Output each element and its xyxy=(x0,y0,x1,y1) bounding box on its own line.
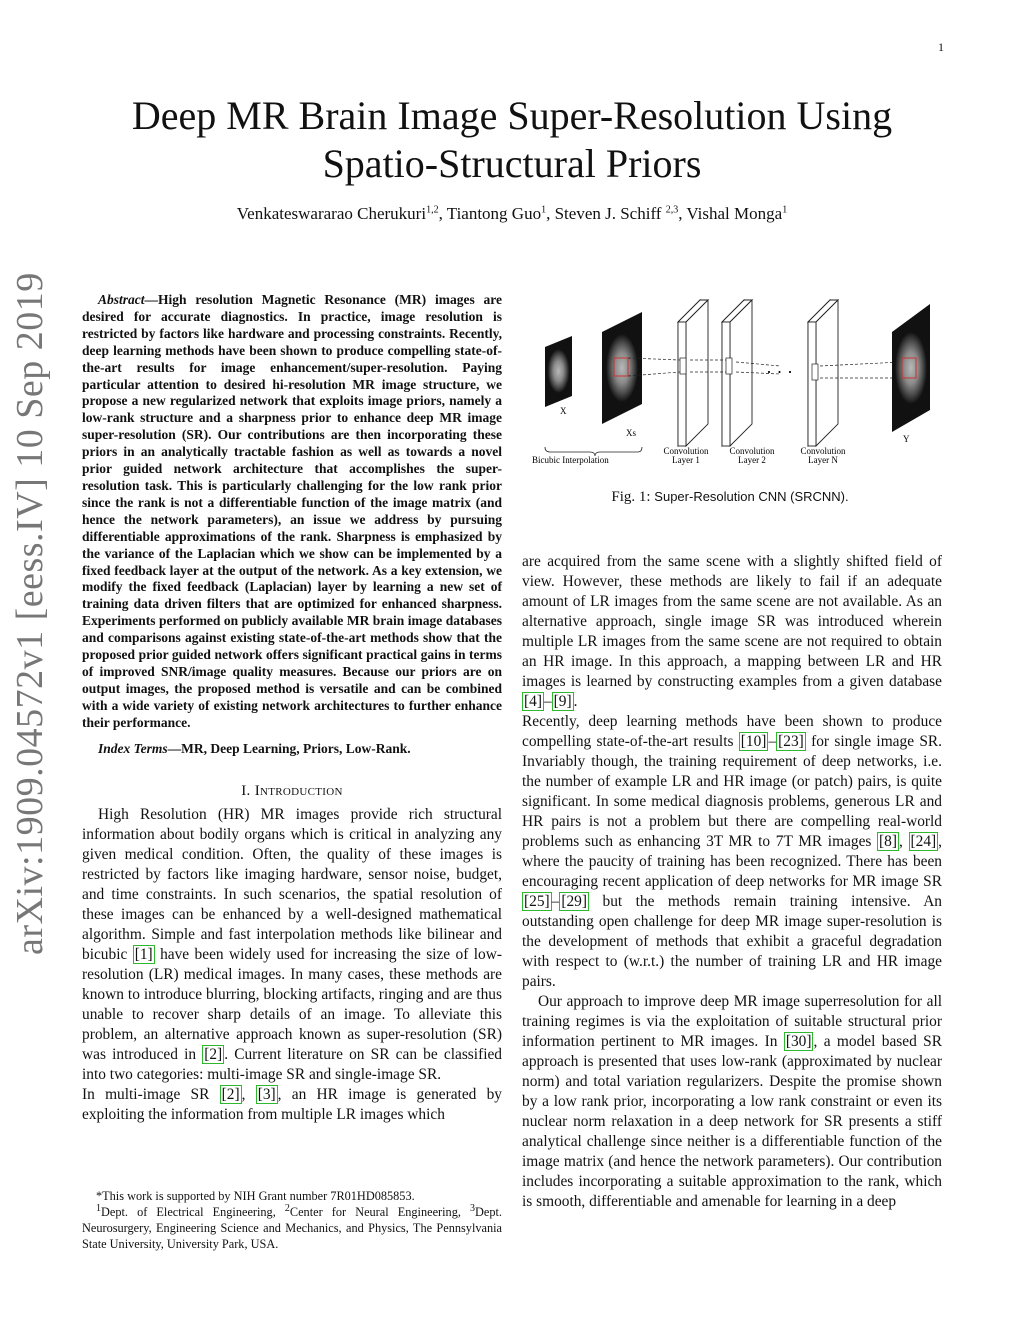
interpolated-image xyxy=(602,312,642,424)
index-terms xyxy=(82,740,502,757)
footnote-affiliations xyxy=(82,1204,502,1252)
footnotes xyxy=(82,1188,502,1252)
affil-marker: 2 xyxy=(284,1202,290,1214)
citation-link[interactable]: [24] xyxy=(910,833,937,850)
label-x: X xyxy=(560,406,567,416)
citation-link[interactable]: [10] xyxy=(740,733,767,750)
citation-link[interactable]: [23] xyxy=(778,733,804,750)
affil-marker: 3 xyxy=(470,1202,476,1214)
text-run: – xyxy=(768,733,777,750)
citation-link[interactable]: [8] xyxy=(879,833,897,850)
index-terms-text: —MR, Deep Learning, Priors, Low-Rank. xyxy=(167,740,411,756)
citation-link[interactable]: [1] xyxy=(134,945,153,963)
affil-marker: 1 xyxy=(96,1202,101,1214)
intro-paragraph-1 xyxy=(82,805,502,1085)
text-run: , xyxy=(899,833,909,850)
right-column xyxy=(522,552,942,1212)
citation-link[interactable]: [2] xyxy=(221,1085,240,1103)
text-run: , where the paucity of training has been recognized. There has been encouraging recent application of deep networks for MR image SR xyxy=(522,833,943,890)
label-xs: Xs xyxy=(626,428,637,438)
citation-link[interactable]: [9] xyxy=(553,693,572,710)
caption-prefix: Fig. 1: xyxy=(611,489,651,505)
section-title: Introduction xyxy=(254,782,343,799)
affil-text: Dept. of Electrical Engineering, xyxy=(101,1205,285,1219)
receptive-field-connectors xyxy=(628,358,902,378)
author-1-affil: 1,2 xyxy=(426,204,439,216)
left-column xyxy=(82,292,502,1125)
intro-paragraph-2 xyxy=(82,1085,502,1125)
text-run: – xyxy=(551,893,560,910)
conv1-label-a: Convolution xyxy=(663,446,709,456)
srcnn-figure xyxy=(530,292,950,482)
right-paragraph-1 xyxy=(522,552,942,712)
text-run: In multi-image SR xyxy=(82,1085,220,1103)
conv1-label-b: Layer 1 xyxy=(672,455,700,465)
text-run: have been widely used for increasing the size of low-resolution (LR) medical images. In many cases, these methods are known to introduce blurring, blocking artifacts, ringing and are thus unable to recover sharp details of an image. To alleviate this problem, an alternative approach known as super-resolution (SR) was introduced in xyxy=(82,945,502,1063)
right-paragraph-2 xyxy=(522,712,942,992)
abstract xyxy=(82,292,502,732)
author-2: Tiantong Guo xyxy=(446,204,542,223)
convn-label-a: Convolution xyxy=(800,446,846,456)
section-heading xyxy=(82,781,502,801)
lr-input-image xyxy=(545,336,572,407)
citation-link[interactable]: [3] xyxy=(257,1085,276,1103)
text-run: – xyxy=(543,693,552,710)
author-list: Venkateswararao Cherukuri$^{1,2}$, Tiantong Guo$^1$, Steven J. Schiff $^{2,3}$, Vishal Monga$^1$ xyxy=(236,204,788,223)
paper-title xyxy=(0,92,1024,188)
author-3: Steven J. Schiff xyxy=(554,204,662,223)
citation-link[interactable]: [29] xyxy=(561,893,588,910)
arxiv-stamp[interactable]: arXiv:1909.04572v1 [eess.IV] 10 Sep 2019 xyxy=(9,272,51,955)
abstract-lead: Abstract xyxy=(98,292,145,307)
text-run: Our approach to improve deep MR image superresolution for all training regimes is via the exploitation of suitable structural prior information pertinent to MR images. In xyxy=(522,993,942,1050)
text-run: but the methods remain training intensive. An outstanding open challenge for deep MR image super-resolution is the development of methods that exhibit a graceful degradation with respect to (w.r.t.) the number of training LR and HR image pairs. xyxy=(522,893,942,990)
affil-text: Dept. Neurosurgery, Engineering Science and Mechanics, and Physics, The Pennsylvania State University, University Park, USA. xyxy=(82,1205,503,1251)
author-4: Vishal Monga xyxy=(686,204,783,223)
convn-label-b: Layer N xyxy=(808,455,838,465)
citation-link[interactable]: [2] xyxy=(204,1045,223,1063)
conv2-label-b: Layer 2 xyxy=(738,455,766,465)
label-bicubic: Bicubic Interpolation xyxy=(532,455,609,465)
text-run: . xyxy=(573,693,578,710)
layer-ellipsis: · · · xyxy=(766,362,793,382)
abstract-text: —High resolution Magnetic Resonance (MR) images are desired for accurate diagnostics. In practice, image resolution is restricted by factors like hardware and processing constraints. Recently, deep learning methods have been shown to produce compelling state-of-the-art results for image enhancement/super-resolution. Paying particular attention to desired hi-resolution MR image structure, we propose a new regularized network that exploits image priors, namely a low-rank structure and a sharpness prior to enhance deep MR image super-resolution (SR). Our contributions are then incorporating these priors in an analytically tractable fashion as well as towards a novel prior guided network architecture that accomplishes the super-resolution task. This is particularly challenging for the low rank prior since the rank is not a differentiable function of the image matrix (and hence the network parameters), an issue we address by pursuing differentiable approximations of the rank. Sharpness is emphasized by the variance of the Laplacian which we show can be implemented by a fixed feedback layer at the output of the network. As a key extension, we modify the fixed feedback (Laplacian) layer by learning a new set of training data driven filters that are optimized for enhanced sharpness. Experiments performed on publicly available MR brain image databases and comparisons against existing state-of-the-art methods show that the proposed prior guided network offers significant practical gains in terms of improved SNR/image quality measures. Because our priors are on output images, the proposed method is versatile and can be combined with a wide variety of existing network architectures to further enhance their performance. xyxy=(82,292,502,730)
text-run: for single image SR. Invariably though, the training requirement of deep networks, i.e. the number of example LR and HR image (or patch) pairs, is quite significant. In some medical diagnosis problems, generous LR and HR pairs is not a problem but there are compelling real-world problems such as enhancing 3T MR to 7T MR images xyxy=(522,733,942,850)
text-run: , xyxy=(241,1085,256,1103)
sr-output-image xyxy=(892,304,930,432)
text-run: . Current literature on SR can be classified into two categories: multi-image SR and single-image SR. xyxy=(82,1045,502,1083)
figure-caption xyxy=(530,489,930,506)
author-2-affil: 1 xyxy=(541,204,547,216)
page-number: 1 xyxy=(938,40,944,54)
conv2-label-a: Convolution xyxy=(729,446,775,456)
text-run: Recently, deep learning methods have been shown to produce compelling state-of-the-art results xyxy=(522,713,942,750)
text-run: , a model based SR approach is presented that uses low-rank (approximated by nuclear norm) and total variation regularizers. Despite the promise shown by a low rank prior, incorporating a low rank constraint or even its nuclear norm relaxation in a deep network for SR presents a stiff analytical challenge since neither is a differentiable function of the image matrix (and hence the network parameters). Our contribution includes incorporating a suitable approximation to the rank, which is smooth, differentiable and amenable for learning in a deep xyxy=(522,1033,942,1210)
author-1: Venkateswararao Cherukuri xyxy=(236,204,427,223)
text-run: High Resolution (HR) MR images provide rich structural information about bodily organs which is critical in analyzing any given medical condition. Often, the quality of these images is restricted by factors like imaging hardware, sensor noise, budget, and time constraints. In such scenarios, the spatial resolution of these images can be enhanced by a well-designed mathematical algorithm. Simple and fast interpolation methods like bilinear and bicubic xyxy=(82,805,502,963)
right-paragraph-3 xyxy=(522,992,942,1212)
text-run: , an HR image is generated by exploiting the information from multiple LR images which xyxy=(82,1085,502,1123)
citation-link[interactable]: [30] xyxy=(785,1033,812,1050)
section-number: I. xyxy=(241,782,251,799)
affil-text: Center for Neural Engineering, xyxy=(289,1205,471,1219)
author-4-affil: 1 xyxy=(782,204,788,216)
author-3-affil: 2,3 xyxy=(665,204,679,216)
index-terms-lead: Index Terms xyxy=(98,740,168,756)
text-run: are acquired from the same scene with a slightly shifted field of view. However, these methods are likely to fail if an adequate amount of LR images from the same scene are not available. As an alternative approach, single image SR was introduced wherein multiple LR images from the same scene are not required to obtain an HR image. In this approach, a mapping between LR and HR images is learned by constructing examples from a given database xyxy=(522,553,942,690)
footnote-grant: *This work is supported by NIH Grant number 7R01HD085853. xyxy=(96,1189,415,1203)
label-y: Y xyxy=(903,434,910,444)
title-line-2: Spatio-Structural Priors xyxy=(322,141,702,186)
citation-link[interactable]: [4] xyxy=(524,693,542,710)
title-line-1: Deep MR Brain Image Super-Resolution Using xyxy=(131,93,893,138)
caption-text: Super-Resolution CNN (SRCNN). xyxy=(654,489,849,504)
citation-link[interactable]: [25] xyxy=(524,893,550,910)
